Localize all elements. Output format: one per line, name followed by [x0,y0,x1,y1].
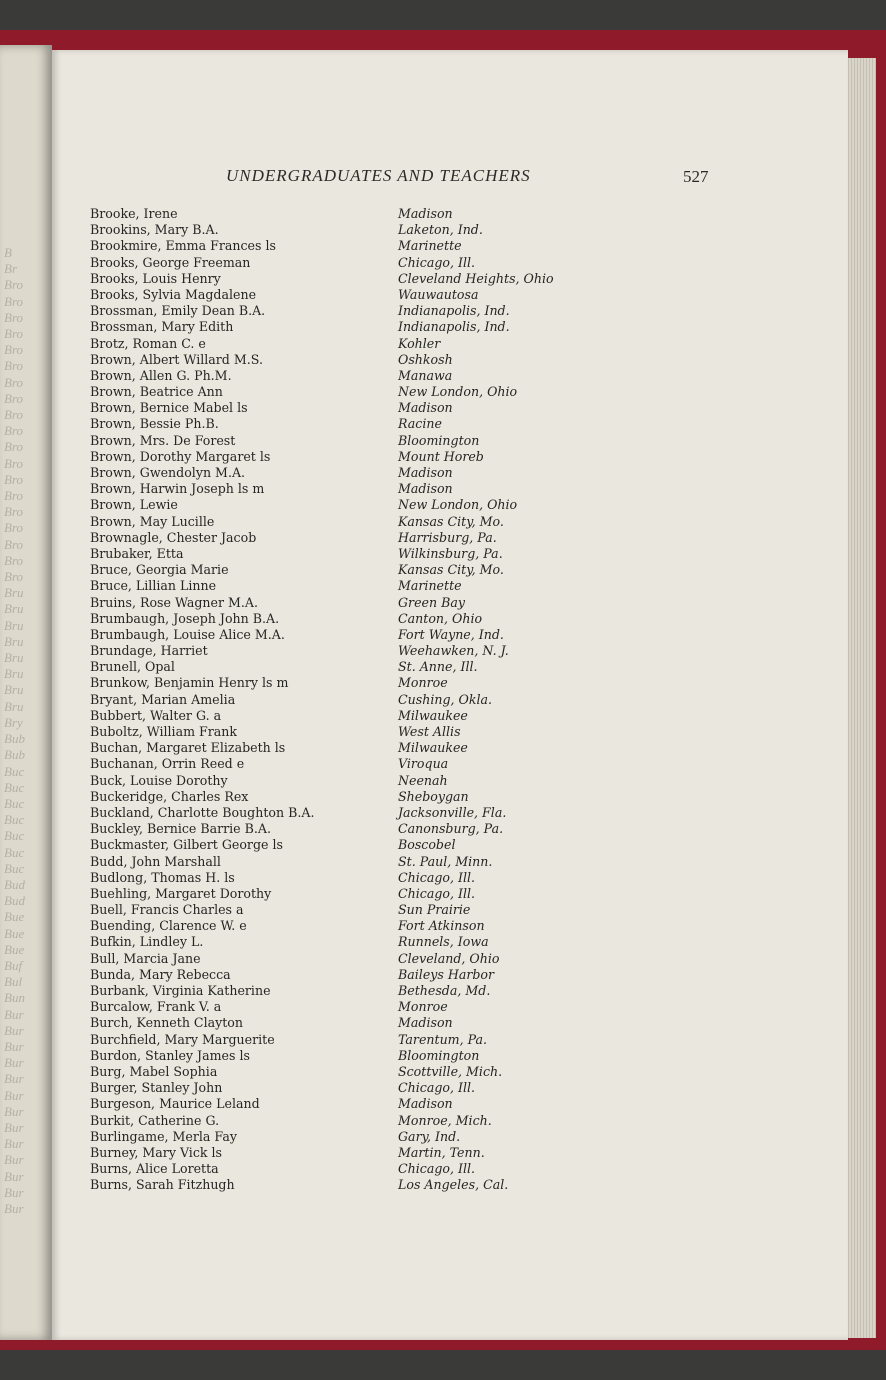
directory-entry [86,497,556,513]
entry-place: Indianapolis, Ind. [398,319,510,335]
entry-name: Burchfield, Mary Marguerite [90,1031,275,1047]
directory-entry [86,546,556,562]
entry-place: St. Paul, Minn. [398,853,493,869]
bleed-fragment: Bro [4,504,24,520]
entry-place: Chicago, Ill. [398,1080,476,1096]
entry-name: Burgeson, Maurice Leland [90,1096,260,1112]
entry-name: Brooke, Irene [90,206,178,221]
bleed-fragment: Bub [4,731,25,747]
directory-entry [86,206,556,222]
entry-name: Buchan, Margaret Elizabeth ls [90,740,286,756]
directory-entry [86,481,556,497]
entry-place: Madison [398,206,453,221]
directory-entry [86,1080,556,1096]
entry-name: Brown, Bessie Ph.B. [90,416,219,432]
entry-name: Brossman, Emily Dean B.A. [90,303,266,319]
directory-entry [86,562,556,578]
entry-name: Bubbert, Walter G. a [90,707,222,723]
entry-name: Buckeridge, Charles Rex [90,788,249,804]
directory-entry [86,1161,556,1177]
directory-entry [86,1064,556,1080]
directory-entry [86,627,556,643]
bleed-fragment: Buf [4,957,23,973]
entry-place: Madison [398,400,453,416]
directory-entry [86,368,556,384]
bleed-fragment: Bro [4,342,24,358]
entry-place: Tarentum, Pa. [398,1031,488,1047]
entry-name: Buckmaster, Gilbert George ls [90,837,283,853]
bleed-fragment: Buc [4,860,25,876]
directory-entry [86,611,556,627]
bleed-fragment: Bur [4,1136,24,1152]
entry-name: Bufkin, Lindley L. [90,934,204,950]
directory-entry [86,805,556,821]
entry-name: Burger, Stanley John [90,1080,223,1096]
directory-entry [86,1113,556,1129]
bleed-fragment: Buc [4,763,25,779]
entry-name: Brooks, George Freeman [90,254,251,270]
bleed-fragment: Br [4,261,17,277]
directory-list [86,206,556,1193]
entry-name: Bruins, Rose Wagner M.A. [90,594,258,610]
entry-place: Madison [398,481,453,497]
entry-name: Burcalow, Frank V. a [90,999,222,1015]
entry-name: Brown, Harwin Joseph ls m [90,481,265,497]
entry-name: Brown, Dorothy Margaret ls [90,448,271,464]
directory-entry [86,886,556,902]
entry-name: Brooks, Louis Henry [90,270,221,286]
bleed-fragment: Bur [4,1055,24,1071]
bleed-fragment: Bur [4,1200,24,1216]
directory-entry [86,756,556,772]
directory-entry [86,773,556,789]
entry-name: Buck, Louise Dorothy [90,772,228,788]
directory-entry [86,384,556,400]
entry-place: Monroe [398,675,448,691]
entry-place: Monroe [398,999,448,1015]
entry-name: Bunda, Mary Rebecca [90,966,231,982]
directory-entry [86,902,556,918]
bleed-fragment: Bro [4,471,24,487]
bleed-fragment: Bro [4,455,24,471]
directory-entry [86,287,556,303]
bleed-fragment: Bue [4,909,25,925]
entry-place: Manawa [398,367,453,383]
entry-place: Madison [398,1015,453,1031]
entry-place: Los Angeles, Cal. [398,1177,509,1193]
directory-entry [86,870,556,886]
entry-place: Cushing, Okla. [398,691,493,707]
entry-name: Burch, Kenneth Clayton [90,1015,243,1031]
directory-entry [86,675,556,691]
bleed-fragment: Bur [4,1152,24,1168]
entry-place: Runnels, Iowa [398,934,489,950]
entry-place: Wauwautosa [398,286,479,302]
bleed-fragment: Bru [4,585,24,601]
entry-place: Sheboygan [398,788,469,804]
bleed-fragment: Bro [4,423,24,439]
bleed-fragment: Bry [4,714,23,730]
directory-entry [86,967,556,983]
directory-entry [86,238,556,254]
directory-entry [86,643,556,659]
entry-name: Buckland, Charlotte Boughton B.A. [90,804,315,820]
entry-name: Budd, John Marshall [90,853,221,869]
directory-entry [86,449,556,465]
bleed-fragment: Bur [4,1119,24,1135]
entry-name: Buckley, Bernice Barrie B.A. [90,821,271,837]
entry-place: Monroe, Mich. [398,1112,492,1128]
bleed-fragment: Bru [4,650,24,666]
bleed-fragment: Buc [4,795,25,811]
entry-place: Madison [398,1096,453,1112]
bleed-fragment: Bro [4,293,24,309]
bleed-fragment: Bur [4,1038,24,1054]
entry-name: Burlingame, Merla Fay [90,1128,237,1144]
entry-name: Burbank, Virginia Katherine [90,983,271,998]
page-edges [846,58,876,1338]
entry-name: Burns, Alice Loretta [90,1161,219,1177]
bleed-fragment: Bro [4,358,24,374]
entry-name: Brown, Bernice Mabel ls [90,400,248,416]
entry-place: Chicago, Ill. [398,885,476,901]
directory-entry [86,934,556,950]
directory-entry [86,983,556,999]
entry-place: Sun Prairie [398,902,471,918]
bleed-fragment: Bro [4,439,24,455]
entry-place: Milwaukee [398,740,468,756]
entry-name: Bruce, Lillian Linne [90,578,217,594]
entry-name: Brumbaugh, Louise Alice M.A. [90,626,285,642]
bleed-fragment: Bro [4,390,24,406]
directory-entry [86,595,556,611]
entry-name: Buehling, Margaret Dorothy [90,885,272,901]
entry-place: New London, Ohio [398,384,518,400]
directory-entry [86,1048,556,1064]
running-head: UNDERGRADUATES AND TEACHERS [226,166,531,185]
directory-entry [86,1096,556,1112]
entry-name: Brown, May Lucille [90,513,215,529]
entry-place: Wilkinsburg, Pa. [398,545,503,561]
directory-entry [86,465,556,481]
bleed-fragment: Buc [4,812,25,828]
bleed-fragment: Bur [4,1022,24,1038]
directory-entry [86,416,556,432]
bleed-fragment: Bub [4,747,25,763]
entry-name: Brown, Gwendolyn M.A. [90,465,246,480]
directory-entry [86,271,556,287]
entry-name: Brown, Beatrice Ann [90,384,223,400]
bleed-fragment: Bro [4,569,24,585]
entry-place: Boscobel [398,837,456,853]
bleed-fragment: Bro [4,407,24,423]
directory-entry [86,1145,556,1161]
entry-place: Martin, Tenn. [398,1144,485,1160]
bleed-fragment: Bul [4,974,23,990]
entry-place: Kohler [398,335,441,351]
entry-place: Mount Horeb [398,448,484,464]
entry-place: Green Bay [398,594,465,610]
entry-name: Brownagle, Chester Jacob [90,529,257,545]
entry-name: Burney, Mary Vick ls [90,1144,223,1160]
entry-name: Brumbaugh, Joseph John B.A. [90,610,280,626]
directory-entry [86,319,556,335]
bleed-fragment: Bro [4,536,24,552]
entry-place: Cleveland, Ohio [398,950,500,966]
directory-entry [86,222,556,238]
entry-place: Madison [398,465,453,480]
entry-place: Chicago, Ill. [398,254,476,270]
directory-entry [86,951,556,967]
entry-place: Bloomington [398,432,480,448]
bleed-fragment: Bur [4,1168,24,1184]
directory-entry [86,789,556,805]
bleed-fragment: B [4,245,12,260]
directory-entry [86,578,556,594]
entry-place: Bloomington [398,1047,480,1063]
bleed-fragment: Bro [4,552,24,568]
entry-name: Bull, Marcia Jane [90,950,201,966]
entry-place: Scottville, Mich. [398,1063,503,1079]
directory-entry [86,692,556,708]
entry-place: Canonsburg, Pa. [398,821,504,837]
directory-entry [86,1177,556,1193]
bleed-fragment: Bro [4,277,24,293]
bleed-fragment: Bur [4,1071,24,1087]
entry-place: Laketon, Ind. [398,222,483,238]
entry-place: Oshkosh [398,351,453,367]
entry-place: Neenah [398,772,448,788]
entry-name: Brooks, Sylvia Magdalene [90,286,257,302]
entry-place: Chicago, Ill. [398,869,476,885]
bleed-fragment: Bro [4,374,24,390]
entry-place: Fort Atkinson [398,918,485,934]
entry-place: Chicago, Ill. [398,1161,476,1177]
bleed-fragment: Bru [4,617,24,633]
entry-name: Buboltz, William Frank [90,724,238,739]
directory-entry [86,708,556,724]
entry-place: St. Anne, Ill. [398,659,478,675]
directory-entry [86,514,556,530]
entry-place: Marinette [398,238,462,254]
left-page-gutter [0,45,52,1340]
bleed-fragment: Bro [4,309,24,325]
directory-entry [86,352,556,368]
entry-name: Brown, Albert Willard M.S. [90,351,263,367]
bleed-fragment: Bru [4,666,24,682]
directory-entry [86,303,556,319]
entry-name: Buchanan, Orrin Reed e [90,756,245,772]
entry-name: Brotz, Roman C. e [90,335,206,351]
directory-entry [86,740,556,756]
directory-entry [86,1015,556,1031]
entry-place: Harrisburg, Pa. [398,529,497,545]
entry-name: Brunell, Opal [90,659,175,675]
entry-name: Buending, Clarence W. e [90,918,247,934]
directory-entry [86,1032,556,1048]
directory-entry [86,336,556,352]
entry-name: Buell, Francis Charles a [90,902,244,918]
bleed-fragment: Buc [4,779,25,795]
bleed-fragment: Bru [4,698,24,714]
entry-name: Brundage, Harriet [90,643,208,659]
bleed-fragment: Bru [4,682,24,698]
entry-name: Burns, Sarah Fitzhugh [90,1177,235,1193]
entry-place: Indianapolis, Ind. [398,303,510,319]
bleed-fragment: Bud [4,876,25,892]
entry-name: Burdon, Stanley James ls [90,1047,250,1063]
entry-place: Cleveland Heights, Ohio [398,270,554,286]
left-page-bleed-through [4,245,48,1217]
directory-entry [86,1129,556,1145]
entry-name: Brookins, Mary B.A. [90,222,219,238]
bleed-fragment: Bun [4,990,25,1006]
bleed-fragment: Buc [4,828,25,844]
bleed-fragment: Bro [4,488,24,504]
entry-name: Bryant, Marian Amelia [90,691,236,707]
bleed-fragment: Bue [4,941,25,957]
entry-place: Marinette [398,578,462,594]
entry-name: Brown, Lewie [90,497,178,513]
bleed-fragment: Bro [4,520,24,536]
directory-entry [86,255,556,271]
bleed-fragment: Bue [4,925,25,941]
directory-entry [86,400,556,416]
directory-entry [86,433,556,449]
directory-entry [86,821,556,837]
entry-place: Jacksonville, Fla. [398,804,507,820]
entry-name: Brunkow, Benjamin Henry ls m [90,675,289,691]
bleed-fragment: Bur [4,1006,24,1022]
entry-name: Brown, Allen G. Ph.M. [90,367,232,383]
entry-place: Kansas City, Mo. [398,562,504,578]
entry-place: New London, Ohio [398,497,518,513]
bleed-fragment: Bur [4,1184,24,1200]
directory-entry [86,530,556,546]
entry-place: Canton, Ohio [398,610,483,626]
entry-name: Burkit, Catherine G. [90,1112,220,1128]
entry-place: Bethesda, Md. [398,983,491,998]
entry-place: Racine [398,416,442,432]
bleed-fragment: Buc [4,844,25,860]
bleed-fragment: Bud [4,893,25,909]
entry-place: Milwaukee [398,707,468,723]
directory-entry [86,854,556,870]
bleed-fragment: Bur [4,1087,24,1103]
entry-name: Brossman, Mary Edith [90,319,234,335]
entry-name: Burg, Mabel Sophia [90,1063,218,1079]
bleed-fragment: Bur [4,1103,24,1119]
directory-entry [86,659,556,675]
entry-name: Brubaker, Etta [90,545,184,561]
entry-place: Viroqua [398,756,449,772]
entry-place: Baileys Harbor [398,966,495,982]
entry-place: Gary, Ind. [398,1128,461,1144]
entry-name: Budlong, Thomas H. ls [90,869,235,885]
directory-entry [86,999,556,1015]
directory-entry [86,724,556,740]
entry-place: Fort Wayne, Ind. [398,626,504,642]
directory-entry [86,837,556,853]
bleed-fragment: Bru [4,601,24,617]
entry-place: Weehawken, N. J. [398,643,509,659]
entry-name: Brown, Mrs. De Forest [90,432,236,448]
bleed-fragment: Bro [4,326,24,342]
bleed-fragment: Bru [4,633,24,649]
entry-name: Bruce, Georgia Marie [90,562,229,578]
entry-name: Brookmire, Emma Frances ls [90,238,276,254]
entry-place: West Allis [398,724,461,739]
page-number: 527 [683,167,709,186]
directory-entry [86,918,556,934]
entry-place: Kansas City, Mo. [398,513,504,529]
